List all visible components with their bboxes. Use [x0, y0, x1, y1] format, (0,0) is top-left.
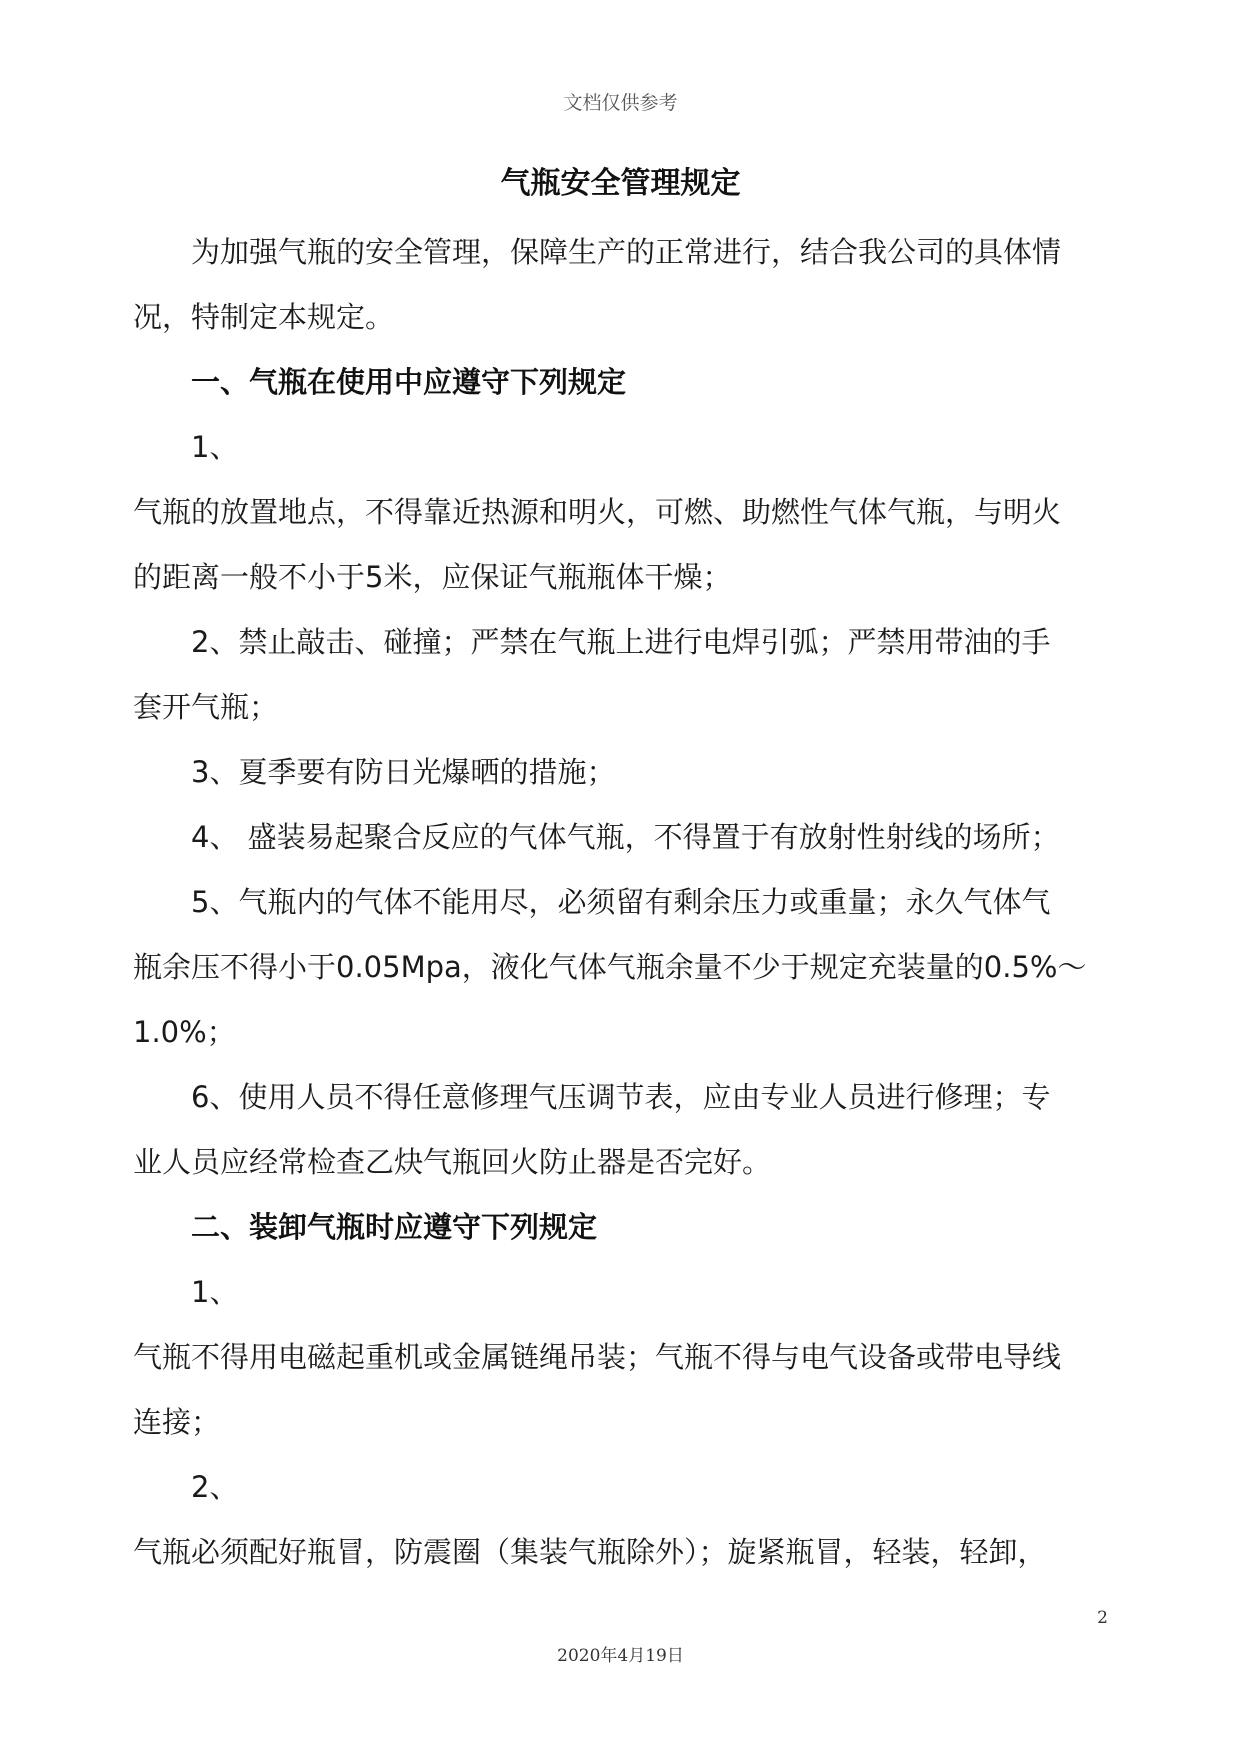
paragraph-line: 瓶余压不得小于0.05Mpa，液化气体气瓶余量不少于规定充装量的0.5%～ [133, 950, 1087, 984]
paragraph-line: 连接； [133, 1405, 221, 1439]
paragraph-line: 况，特制定本规定。 [133, 300, 395, 334]
paragraph-line: 的距离一般不小于5米，应保证气瓶瓶体干燥； [133, 560, 732, 594]
paragraph-line: 气瓶必须配好瓶冒，防震圈（集装气瓶除外）；旋紧瓶冒，轻装，轻卸， [133, 1535, 1047, 1569]
paragraph-line: 3、夏季要有防日光爆晒的措施； [191, 755, 616, 789]
page-number: 2 [1097, 1608, 1108, 1628]
item-number: 1、 [191, 1275, 239, 1309]
document-title: 气瓶安全管理规定 [500, 166, 741, 201]
header-note: 文档仅供参考 [563, 92, 678, 114]
paragraph-line: 业人员应经常检查乙炔气瓶回火防止器是否完好。 [133, 1145, 772, 1179]
document-body [133, 232, 1108, 1597]
paragraph-line: 为加强气瓶的安全管理，保障生产的正常进行，结合我公司的具体情 [191, 235, 1062, 269]
section-heading: 二、装卸气瓶时应遵守下列规定 [191, 1210, 598, 1244]
paragraph-line: 1.0%； [133, 1015, 236, 1049]
paragraph-line: 气瓶不得用电磁起重机或金属链绳吊装；气瓶不得与电气设备或带电导线 [133, 1340, 1062, 1374]
paragraph-line: 套开气瓶； [133, 690, 279, 724]
paragraph-line: 4、 盛装易起聚合反应的气体气瓶，不得置于有放射性射线的场所； [191, 820, 1060, 854]
footer-date: 2020年4月19日 [557, 1646, 684, 1666]
item-number: 1、 [191, 430, 239, 464]
paragraph-line: 6、使用人员不得任意修理气压调节表，应由专业人员进行修理；专 [191, 1080, 1051, 1114]
paragraph-line: 2、禁止敲击、碰撞；严禁在气瓶上进行电焊引弧；严禁用带油的手 [191, 625, 1051, 659]
item-number: 2、 [191, 1470, 239, 1504]
paragraph-line: 5、气瓶内的气体不能用尽，必须留有剩余压力或重量；永久气体气 [191, 885, 1051, 919]
section-heading: 一、气瓶在使用中应遵守下列规定 [191, 365, 627, 399]
paragraph-line: 气瓶的放置地点，不得靠近热源和明火，可燃、助燃性气体气瓶，与明火 [133, 495, 1062, 529]
